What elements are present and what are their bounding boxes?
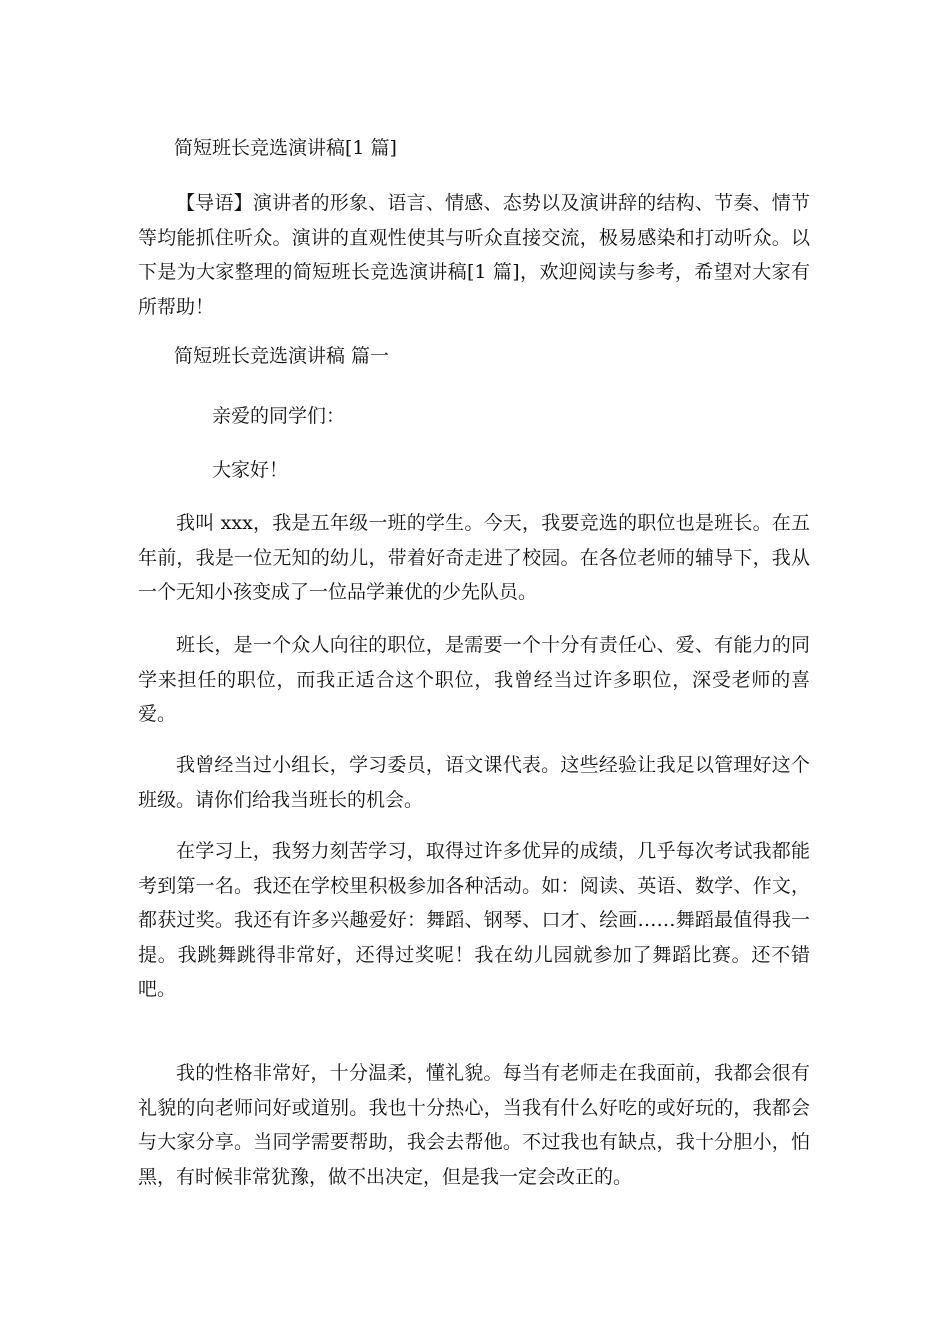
document-title: 简短班长竞选演讲稿[1 篇] (174, 137, 397, 159)
salutation: 亲爱的同学们： (212, 405, 346, 427)
body-paragraph-1: 我叫 xxx，我是五年级一班的学生。今天，我要竞选的职位也是班长。在五年前，我是一位无知的幼儿，带着好奇走进了校园。在各位老师的辅导下，我从一个无知小孩变成了一位品学兼优的少先队员。 (138, 512, 810, 603)
body-paragraph-4: 在学习上，我努力刻苦学习，取得过许多优异的成绩，几乎每次考试我都能考到第一名。我还在学校里积极参加各种活动。如：阅读、英语、数学、作文，都获过奖。我还有许多兴趣爱好：舞蹈、钢琴、口才、绘画……舞蹈最值得我一提。我跳舞跳得非常好，还得过奖呢！我在幼儿园就参加了舞蹈比赛。还不错吧。 (138, 840, 810, 1000)
body-paragraph-5: 我的性格非常好，十分温柔，懂礼貌。每当有老师走在我面前，我都会很有礼貌的向老师问好或道别。我也十分热心，当我有什么好吃的或好玩的，我都会与大家分享。当同学需要帮助，我会去帮他。不过我也有缺点，我十分胆小，怕黑，有时候非常犹豫，做不出决定，但是我一定会改正的。 (138, 1062, 810, 1188)
intro-text: 演讲者的形象、语言、情感、态势以及演讲辞的结构、节奏、情节等均能抓住听众。演讲的直观性使其与听众直接交流，极易感染和打动听众。以下是为大家整理的简短班长竞选演讲稿[1 篇]，欢迎阅读与参考，希望对大家有所帮助！ (138, 192, 810, 318)
body-paragraph-2: 班长，是一个众人向往的职位，是需要一个十分有责任心、爱、有能力的同学来担任的职位，而我正适合这个职位，我曾经当过许多职位，深受老师的喜爱。 (138, 634, 810, 725)
intro-paragraph (138, 186, 810, 324)
section-title: 简短班长竞选演讲稿 篇一 (174, 345, 390, 367)
body-paragraph-3: 我曾经当过小组长，学习委员，语文课代表。这些经验让我足以管理好这个班级。请你们给我当班长的机会。 (138, 754, 810, 811)
greeting: 大家好！ (212, 459, 289, 481)
intro-tag: 【导语】 (176, 192, 253, 214)
